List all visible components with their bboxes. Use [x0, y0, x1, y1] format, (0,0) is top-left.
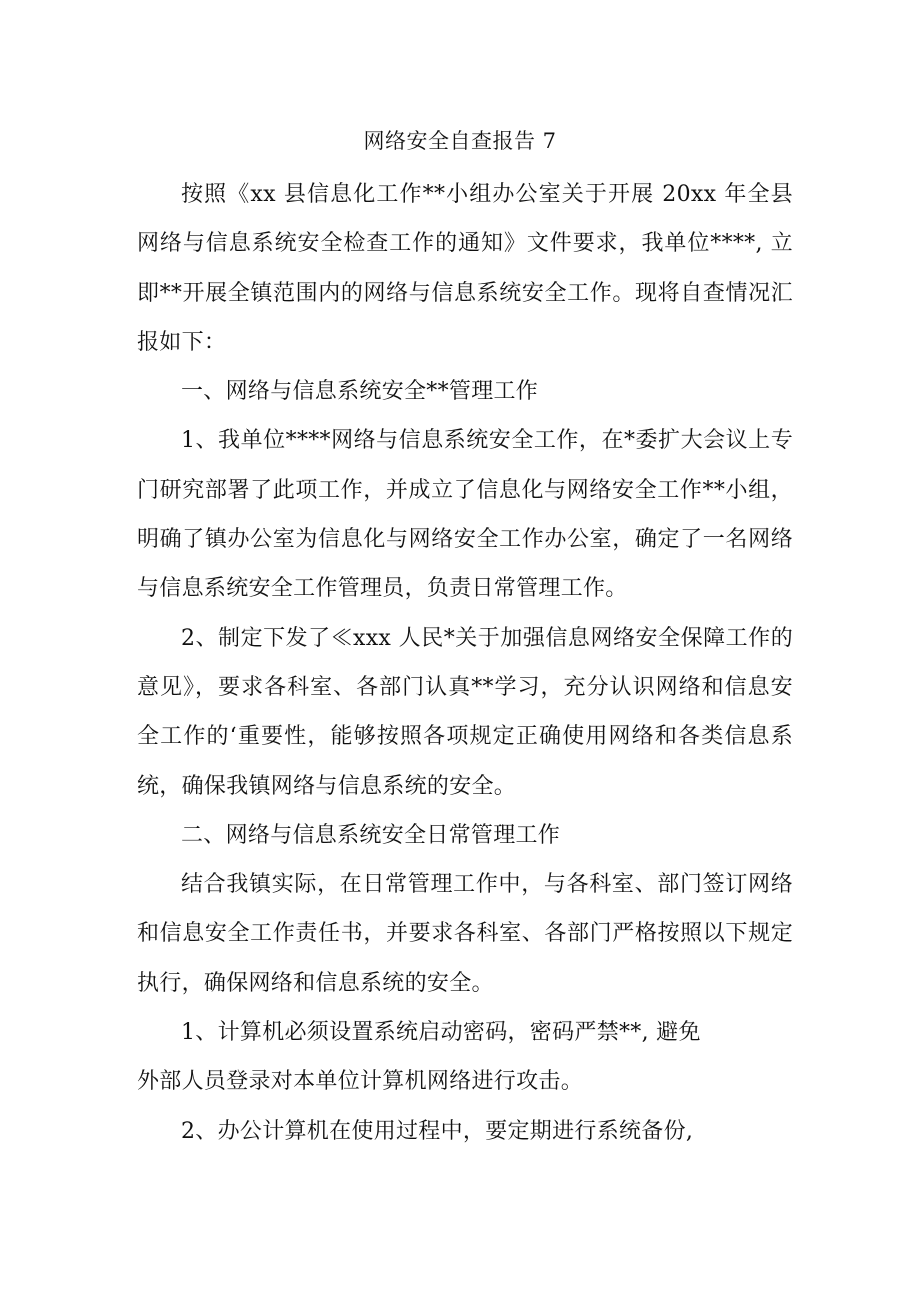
- paragraph-item-2: 2、制定下发了≪xxx 人民*关于加强信息网络安全保障工作的意见》，要求各科室、各部门认真**学习，充分认识网络和信息安全工作的‘重要性，能够按照各项规定正确使用网络和各类信息系统，确保我镇网络与信息系统的安全。: [137, 625, 793, 799]
- paragraph-rule-1-continued: 外部人员登录对本单位计算机网络进行攻击。: [137, 1069, 584, 1095]
- paragraph-practice: 结合我镇实际，在日常管理工作中，与各科室、部门签订网络和信息安全工作责任书，并要求各科室、各部门严格按照以下规定执行，确保网络和信息系统的安全。: [137, 872, 793, 996]
- paragraph-rule-1: 1、计算机必须设置系统启动密码，密码严禁**, 避免: [181, 1020, 701, 1046]
- paragraph-item-1: 1、我单位****网络与信息系统安全工作，在*委扩大会议上专门研究部署了此项工作，并成立了信息化与网络安全工作**小组，明确了镇办公室为信息化与网络安全工作办公室，确定了一名网络与信息系统安全工作管理员，负责日常管理工作。: [137, 428, 793, 602]
- document-body: [137, 170, 793, 1156]
- section-heading-1: 一、网络与信息系统安全**管理工作: [181, 379, 539, 405]
- paragraph-rule-2: 2、办公计算机在使用过程中，要定期进行系统备份,: [181, 1118, 694, 1144]
- document-title: 网络安全自查报告 7: [363, 129, 557, 153]
- paragraph-intro: 按照《xx 县信息化工作**小组办公室关于开展 20xx 年全县网络与信息系统安全检查工作的通知》文件要求，我单位****, 立即**开展全镇范围内的网络与信息系统安全工作。现将自查情况汇报如下：: [137, 182, 793, 355]
- section-heading-2: 二、网络与信息系统安全日常管理工作: [181, 822, 561, 848]
